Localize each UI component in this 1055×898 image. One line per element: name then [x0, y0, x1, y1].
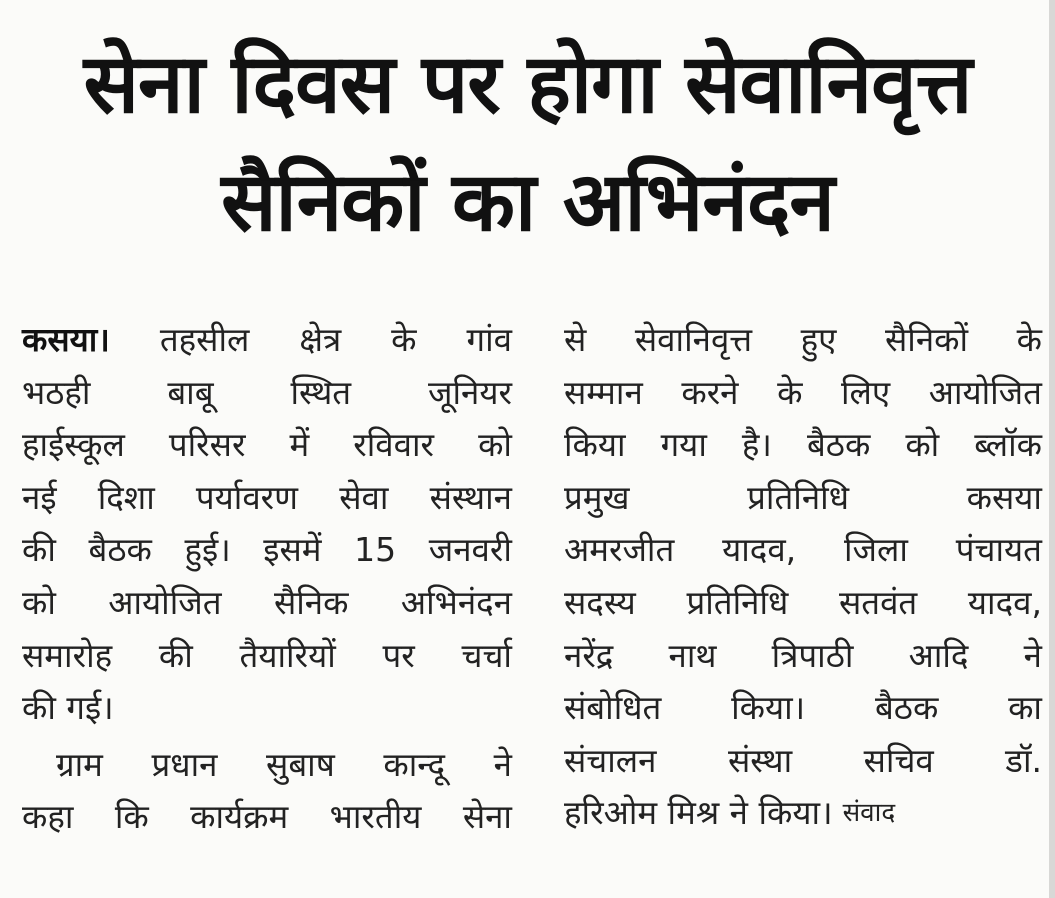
text-line: [564, 472, 1042, 525]
text-line: [564, 735, 1042, 788]
word: बैठक: [88, 530, 152, 570]
text-line: [22, 367, 512, 420]
word: सचिव: [863, 740, 934, 780]
word: पर्यावरण: [195, 477, 299, 517]
word: को: [478, 425, 512, 465]
word: सतवंत: [838, 582, 918, 622]
word: दिशा: [97, 477, 155, 517]
word: की गई।: [22, 688, 114, 728]
word: के: [391, 320, 417, 359]
word: सम्मान: [564, 372, 643, 412]
word: किया: [564, 425, 626, 465]
word: इसमें: [263, 530, 322, 570]
word: ने: [493, 744, 512, 784]
word: में: [289, 425, 310, 465]
word: कसया: [966, 477, 1042, 517]
word: से: [564, 320, 587, 359]
word: समारोह: [22, 635, 113, 675]
text-line: [22, 682, 512, 735]
word: किया।: [731, 688, 806, 728]
word: लिए: [840, 372, 891, 412]
article-column-left: [22, 314, 512, 844]
word: भारतीय: [329, 797, 422, 837]
word: तहसील: [159, 320, 250, 359]
word: बैठक: [806, 425, 871, 465]
word: आयोजित: [108, 582, 222, 622]
word: की: [158, 635, 193, 675]
dateline: कसया।: [22, 320, 110, 359]
word: संस्था: [728, 740, 793, 780]
article-column-right: [564, 314, 1042, 840]
word: प्रतिनिधि: [747, 477, 849, 517]
headline-line-1: सेना दिवस पर होगा सेवानिवृत्त: [83, 37, 972, 132]
word: रविवार: [353, 425, 435, 465]
word: प्रतिनिधि: [686, 582, 789, 622]
text-line: [22, 791, 512, 844]
word: जिला: [843, 530, 908, 570]
text-line: [22, 472, 512, 525]
word: कि: [114, 797, 149, 837]
word: बैठक: [874, 688, 939, 728]
word: हुई।: [184, 530, 231, 570]
word: ने: [1023, 635, 1042, 675]
word: तैयारियों: [239, 635, 336, 675]
word: स्थित: [290, 372, 352, 412]
word: 15: [354, 530, 397, 570]
word: नई: [22, 477, 57, 517]
text-line: [22, 630, 512, 683]
word: संस्थान: [429, 477, 512, 517]
word: प्रधान: [151, 744, 218, 784]
word: पंचायत: [955, 530, 1042, 570]
text-line: [22, 419, 512, 472]
headline: [0, 26, 1055, 262]
word: करने: [681, 372, 739, 412]
word: हुए: [800, 320, 837, 359]
word: अभिनंदन: [400, 582, 512, 622]
word: सैनिक: [273, 582, 349, 622]
word: चर्चा: [461, 635, 512, 675]
word: कान्दू: [383, 744, 446, 784]
word: क्षेत्र: [299, 320, 342, 359]
word: सेवानिवृत्त: [634, 320, 753, 359]
text-line: [564, 630, 1042, 683]
closing-sentence: हरिओम मिश्र ने किया।: [564, 793, 833, 833]
headline-line-2: सैनिकों का अभिनंदन: [221, 155, 834, 250]
word: जूनियर: [427, 372, 512, 412]
word: भठही: [22, 372, 91, 412]
text-line: [22, 739, 512, 792]
word: ब्लॉक: [974, 425, 1042, 465]
word: त्रिपाठी: [771, 635, 854, 675]
word: कहा: [22, 797, 74, 837]
word: आयोजित: [928, 372, 1042, 412]
word: पर: [382, 635, 415, 675]
word: कार्यक्रम: [190, 797, 289, 837]
word: सेवा: [339, 477, 389, 517]
word: परिसर: [168, 425, 246, 465]
word: सैनिकों: [885, 320, 969, 359]
word: सेना: [462, 797, 512, 837]
word: के: [777, 372, 803, 412]
text-line: [564, 314, 1042, 367]
word: यादव,: [722, 530, 797, 570]
text-line: [22, 524, 512, 577]
word: गया: [660, 425, 707, 465]
text-line: [564, 577, 1042, 630]
text-line: [564, 682, 1042, 735]
word: संबोधित: [564, 688, 662, 728]
word: डॉ.: [1005, 740, 1042, 780]
text-line: [564, 787, 1042, 840]
word: सदस्य: [564, 582, 636, 622]
word: की: [22, 530, 56, 570]
byline-credit: संवाद: [842, 798, 896, 829]
text-line: [22, 314, 512, 367]
word: सुबाष: [266, 744, 335, 784]
word: नाथ: [668, 635, 717, 675]
word: आदि: [908, 635, 969, 675]
text-line: [564, 367, 1042, 420]
text-line: [564, 419, 1042, 472]
word: हाईस्कूल: [22, 425, 125, 465]
word: का: [1008, 688, 1042, 728]
word: प्रमुख: [564, 477, 630, 517]
text-line: [564, 524, 1042, 577]
word: है।: [741, 425, 772, 465]
word: को: [22, 582, 56, 622]
word: ग्राम: [56, 744, 103, 784]
word: गांव: [466, 320, 512, 359]
word: संचालन: [564, 740, 657, 780]
text-line: [22, 577, 512, 630]
word: जनवरी: [428, 530, 512, 570]
word: को: [905, 425, 940, 465]
word: यादव,: [967, 582, 1042, 622]
word: बाबू: [167, 372, 214, 412]
word: अमरजीत: [564, 530, 675, 570]
word: नरेंद्र: [564, 635, 614, 675]
word: के: [1016, 320, 1042, 359]
